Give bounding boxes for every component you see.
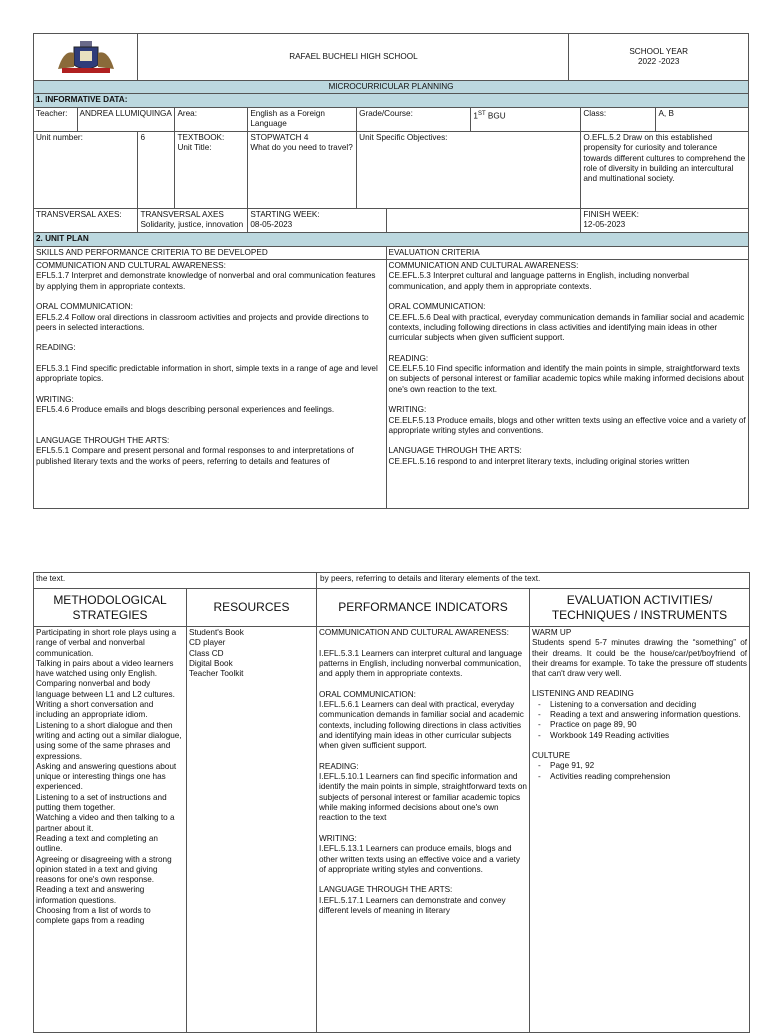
finish-value: 12-05-2023: [583, 219, 626, 229]
school-year-label: SCHOOL YEAR: [629, 46, 689, 56]
grade-rest: BGU: [485, 111, 506, 121]
class-value: A, B: [656, 108, 749, 132]
unit-title-value: What do you need to travel?: [250, 143, 353, 153]
resources-list: Student's Book CD player Class CD Digital Book Teacher Toolkit: [187, 627, 317, 1033]
warmup-text: Students spend 5-7 minutes drawing the “something” of their dreams. It could be the house/car/pet/boyfriend of their dreams for example. To take the pressure off students that can't draw very well.: [532, 638, 748, 679]
finish-label: FINISH WEEK:: [583, 209, 639, 219]
textbook-labels: [175, 132, 248, 208]
skills-heading: SKILLS AND PERFORMANCE CRITERIA TO BE DEVELOPED: [34, 246, 387, 260]
transversal-text: Solidarity, justice, innovation: [140, 219, 244, 229]
finish-week: [581, 208, 749, 232]
skills-criteria: COMMUNICATION AND CULTURAL AWARENESS: EFL5.1.7 Interpret and demonstrate knowledge of nonverbal and oral communication features by applying them in appropriate contexts. ORAL COMMUNICATION: EFL5.2.4 Follow oral directions in classroom activities and projects and provide directions to peers in selected interactions. READING: EFL5.3.1 Find specific predictable information in short, simple texts in a range of age and level appropriate topics. WRITING: EFL5.4.6 Produce emails and blogs describing personal experiences and feelings. LANGUAGE THROUGH THE ARTS: EFL5.5.1 Compare and present personal and formal responses to and interpretations of published literary texts and the works of peers, referring to details and features of: [34, 260, 387, 509]
methods-heading: METHODOLOGICAL STRATEGIES: [34, 589, 187, 627]
planning-table: [33, 33, 749, 509]
textbook-value: STOPWATCH 4: [250, 133, 309, 143]
list-item: - Listening to a conversation and deciding: [550, 700, 747, 710]
continued-left: the text.: [34, 573, 317, 589]
list-item: - Workbook 149 Reading activities: [550, 731, 747, 741]
starting-week: [248, 208, 386, 232]
transversal-label: TRANSVERSAL AXES:: [34, 208, 138, 232]
indicators-list: COMMUNICATION AND CULTURAL AWARENESS: I.EFL.5.3.1 Learners can interpret cultural and language patterns in English, including nonverbal communication, and apply them in appropriate contexts. ORAL COMMUNICATION: I.EFL.5.6.1 Learners can deal with practical, everyday communication demands in familiar social and academic contexts, including following directions in class activities and identifying main ideas in other curricular subjects when given sufficient support. READING: I.EFL.5.10.1 Learners can find specific information and identify the main points in simple, straightforward texts on subjects of personal interest or familiar academic topics while making informed decisions about one's own reaction to the text WRITING: I.EFL.5.13.1 Learners can produce emails, blogs and other written texts using an effective voice and a variety of appropriate writing styles and conventions. LANGUAGE THROUGH THE ARTS: I.EFL.5.17.1 Learners can demonstrate and convey different levels of meaning in literary: [317, 627, 530, 1033]
evaluation-activities: [530, 627, 750, 1033]
area-value: English as a Foreign Language: [248, 108, 357, 132]
empty-cell: [386, 208, 581, 232]
crest-icon: [54, 39, 118, 75]
culture-list: [532, 761, 747, 782]
objectives-label: Unit Specific Objectives:: [357, 132, 581, 208]
culture-heading: CULTURE: [532, 750, 571, 760]
starting-label: STARTING WEEK:: [250, 209, 320, 219]
listening-reading-list: [532, 700, 747, 741]
unit-label: Unit number:: [34, 132, 138, 208]
list-item: - Page 91, 92: [550, 761, 747, 771]
textbook-label: TEXTBOOK:: [177, 133, 225, 143]
teacher-label: Teacher:: [34, 108, 78, 132]
starting-value: 08-05-2023: [250, 219, 293, 229]
planning-title: MICROCURRICULAR PLANNING: [34, 80, 749, 94]
methods-list: Participating in short role plays using a range of verbal and nonverbal communication. Talking in pairs about a video learners have watched using only English. Comparing nonverbal and body language between L1 and L2 cultures. Writing a short conversation and including an appropriate idiom. Listening to a short dialogue and then writing and acting out a similar dialogue, using some of the same phrases and expressions. Asking and answering questions about unique or interesting things one has experienced. Listening to a set of instructions and putting them together. Watching a video and then talking to a partner about it. Reading a text and completing an outline. Agreeing or disagreeing with a strong opinion stated in a text and giving reasons for one's own response. Reading a text and answering information questions. Choosing from a list of words to complete gaps from a reading: [34, 627, 187, 1033]
grade-label: Grade/Course:: [357, 108, 471, 132]
evaluation-criteria: COMMUNICATION AND CULTURAL AWARENESS: CE.EFL.5.3 Interpret cultural and language patterns in English, including nonverbal communication, and apply them in appropriate contexts. ORAL COMMUNICATION: CE.EFL.5.6 Deal with practical, everyday communication demands in familiar social and academic contexts, including following directions in class activities and identifying main ideas in other curricular subjects when given sufficient support. READING: CE.ELF.5.10 Find specific information and identify the main points in simple, straightforward texts on subjects of personal interest or familiar academic topics while making informed decisions about one's own reaction to the text. WRITING: CE.ELF.5.13 Produce emails, blogs and other written texts using an effective voice and a variety of appropriate writing styles and conventions. LANGUAGE THROUGH THE ARTS: CE.EFL.5.16 respond to and interpret literary texts, including original stories written: [386, 260, 748, 509]
grade-num: 1: [473, 111, 478, 121]
school-year-value: 2022 -2023: [637, 56, 680, 66]
strategies-table: [33, 572, 750, 1033]
section-unit-plan: 2. UNIT PLAN: [34, 233, 749, 247]
grade-sup: ST: [477, 111, 486, 117]
school-logo: [34, 34, 138, 81]
evaluation-activities-heading: EVALUATION ACTIVITIES/ TECHNIQUES / INSTRUMENTS: [530, 589, 750, 627]
unit-value: 6: [138, 132, 175, 208]
textbook-values: [248, 132, 357, 208]
class-label: Class:: [581, 108, 656, 132]
transversal-head: TRANSVERSAL AXES: [140, 209, 224, 219]
listening-reading-heading: LISTENING AND READING: [532, 689, 634, 699]
teacher-value: ANDREA LLUMIQUINGA: [77, 108, 175, 132]
school-name: RAFAEL BUCHELI HIGH SCHOOL: [138, 34, 569, 81]
indicators-heading: PERFORMANCE INDICATORS: [317, 589, 530, 627]
grade-value: [471, 108, 581, 132]
list-item: - Practice on page 89, 90: [550, 720, 747, 730]
area-label: Area:: [175, 108, 248, 132]
warmup-heading: WARM UP: [532, 628, 572, 637]
school-year: [569, 34, 749, 81]
section-informative: 1. INFORMATIVE DATA:: [34, 94, 749, 108]
list-item: - Reading a text and answering information questions.: [550, 710, 747, 720]
evaluation-heading: EVALUATION CRITERIA: [386, 246, 748, 260]
resources-heading: RESOURCES: [187, 589, 317, 627]
unit-title-label: Unit Title:: [177, 143, 212, 153]
list-item: - Activities reading comprehension: [550, 772, 747, 782]
objective-text: O.EFL.5.2 Draw on this established propensity for curiosity and tolerance towards different cultures to comprehend the role of diversity in building an intercultural and multinational society.: [581, 132, 749, 208]
transversal-values: [138, 208, 248, 232]
continued-right: by peers, referring to details and literary elements of the text.: [317, 573, 750, 589]
